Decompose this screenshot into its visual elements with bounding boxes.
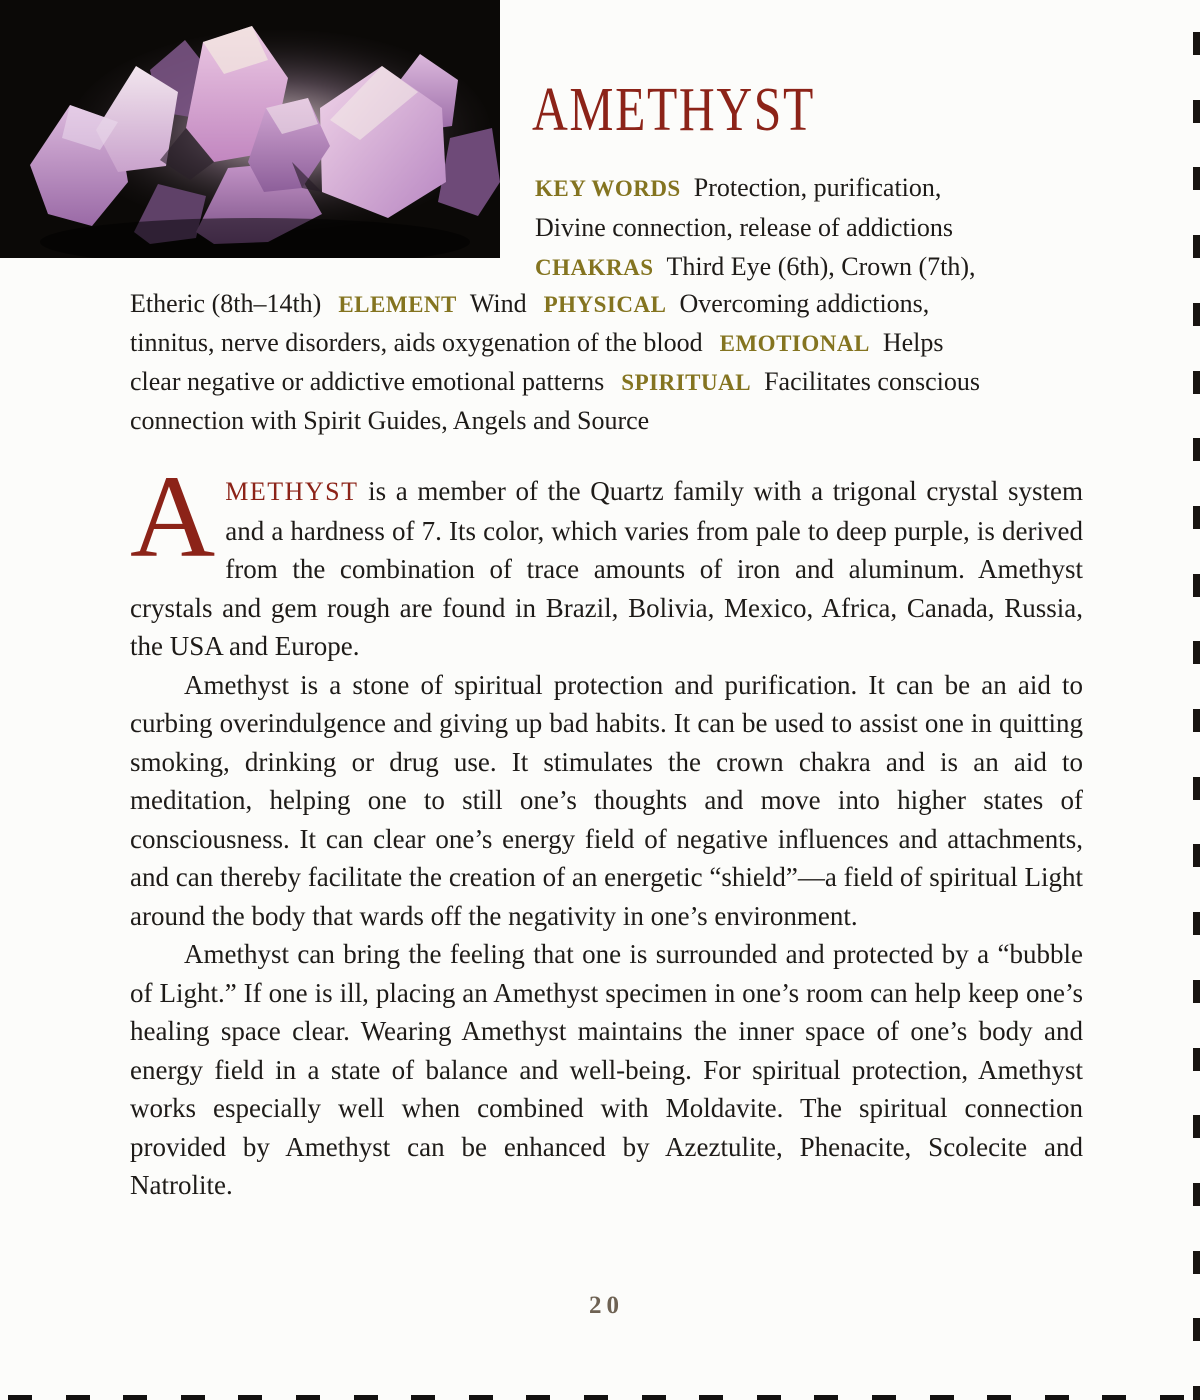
- page-edge-tick: [1193, 912, 1200, 935]
- page-edge-tick: [1193, 980, 1200, 1003]
- paragraph-3: Amethyst can bring the feeling that one is surrounded and protected by a “bubble of Light.” If one is ill, placing an Amethyst specimen in one’s room can help keep one’s healing space clear. Wearing Amethyst maintains the inner space of one’s body and energy field in a state of balance and well-being. For spiritual protection, Amethyst works especially well when combined with Moldavite. The spiritual connection provided by Amethyst can be enhanced by Azeztulite, Phenacite, Scolecite and Natrolite.: [130, 939, 1083, 1200]
- page-edge-tick: [1193, 32, 1200, 55]
- keyword-line: [130, 363, 980, 402]
- page-edge-dash: [181, 1395, 205, 1400]
- keyword-line: [535, 247, 976, 287]
- lead-small-caps: METHYST: [225, 477, 359, 506]
- keyword-label: ELEMENT: [338, 292, 457, 317]
- page-edge-tick: [1193, 100, 1200, 123]
- keyword-text: tinnitus, nerve disorders, aids oxygenation of the blood: [130, 328, 703, 357]
- body-text: [130, 451, 1083, 1205]
- keyword-line: [130, 324, 980, 363]
- page-edge-dash: [526, 1395, 550, 1400]
- page-edge-dash: [872, 1395, 896, 1400]
- page-edge-dash: [642, 1395, 666, 1400]
- keywords-beside-photo: [535, 168, 976, 287]
- page-edge-dash: [123, 1395, 147, 1400]
- page-edge-tick: [1193, 1251, 1200, 1274]
- page-edge-dash: [411, 1395, 435, 1400]
- page-edge-dash: [1160, 1395, 1184, 1400]
- page-edge-tick: [1193, 303, 1200, 326]
- keyword-text: Divine connection, release of addictions: [535, 213, 954, 242]
- keyword-text: Etheric (8th–14th): [130, 289, 322, 318]
- keyword-line: [535, 208, 976, 247]
- page-edge-tick: [1193, 438, 1200, 461]
- keyword-label: KEY WORDS: [535, 176, 681, 201]
- keyword-text: Wind: [469, 289, 527, 318]
- page-title: AMETHYST: [532, 76, 815, 144]
- keyword-text: Third Eye (6th), Crown (7th),: [666, 252, 976, 281]
- page-edge-dash: [757, 1395, 781, 1400]
- page-edge-tick: [1193, 844, 1200, 867]
- page-edge-tick: [1193, 1318, 1200, 1341]
- page-edge-dash: [930, 1395, 954, 1400]
- keywords-full-width: [130, 285, 980, 440]
- page-edge-tick: [1193, 371, 1200, 394]
- keyword-label: EMOTIONAL: [719, 331, 870, 356]
- page-edge-dash: [8, 1395, 32, 1400]
- page-edge-tick: [1193, 1048, 1200, 1071]
- keyword-text: Overcoming addictions,: [679, 289, 930, 318]
- paragraph-2: Amethyst is a stone of spiritual protection and purification. It can be an aid to curbing overindulgence and giving up bad habits. It can be used to assist one in quitting smoking, drinking or drug use. It stimulates the crown chakra and is an aid to meditation, helping one to still one’s thoughts and move into higher states of consciousness. It can clear one’s energy field of negative influences and attachments, and can thereby facilitate the creation of an energetic “shield”—a field of spiritual Light around the body that wards off the negativity in one’s environment.: [130, 669, 1083, 931]
- page-edge-tick: [1193, 777, 1200, 800]
- paragraph-1-text: is a member of the Quartz family with a trigonal crystal system and a hardness of 7. Its color, which varies from pale to deep purple, is derived from the combination of trace amounts of iron and aluminum. Amethyst crystals and gem rough are found in Brazil, Bolivia, Mexico, Africa, Canada, Russia, the USA and Europe.: [130, 476, 1083, 661]
- page-edge-tick: [1193, 709, 1200, 732]
- page-edge-tick: [1193, 574, 1200, 597]
- keyword-text: clear negative or addictive emotional patterns: [130, 367, 605, 396]
- page-edge-tick: [1193, 167, 1200, 190]
- keyword-line: [535, 168, 976, 208]
- page-edge-dash: [1102, 1395, 1126, 1400]
- page-edge-dash: [814, 1395, 838, 1400]
- page-edge-dash: [699, 1395, 723, 1400]
- page-edge-tick: [1193, 235, 1200, 258]
- page-edge-tick: [1193, 641, 1200, 664]
- page-edge-dashes-bottom: [0, 1392, 1200, 1400]
- amethyst-photo: [0, 0, 500, 258]
- keyword-label: PHYSICAL: [543, 292, 667, 317]
- keyword-text: Protection, purification,: [693, 173, 942, 202]
- page-edge-tick: [1193, 506, 1200, 529]
- paragraph-1: [130, 451, 1083, 666]
- page-edge-tick: [1193, 1115, 1200, 1138]
- page-edge-tick: [1193, 1183, 1200, 1206]
- keyword-line: [130, 285, 980, 324]
- keyword-text: Facilitates conscious: [764, 367, 980, 396]
- page-edge-ticks-right: [1190, 0, 1200, 1400]
- keyword-label: SPIRITUAL: [621, 370, 752, 395]
- page-number: 20: [589, 1292, 624, 1319]
- keyword-text: connection with Spirit Guides, Angels and Source: [130, 406, 650, 435]
- keyword-label: CHAKRAS: [535, 255, 654, 280]
- page-edge-dash: [987, 1395, 1011, 1400]
- page-edge-dash: [1045, 1395, 1069, 1400]
- page-edge-dash: [238, 1395, 262, 1400]
- page-edge-dash: [296, 1395, 320, 1400]
- page-edge-dash: [354, 1395, 378, 1400]
- keyword-text: Helps: [882, 328, 944, 357]
- page-edge-dash: [469, 1395, 493, 1400]
- page-edge-dash: [584, 1395, 608, 1400]
- keyword-line: [130, 402, 980, 440]
- drop-cap: A: [130, 451, 216, 582]
- page-edge-dash: [66, 1395, 90, 1400]
